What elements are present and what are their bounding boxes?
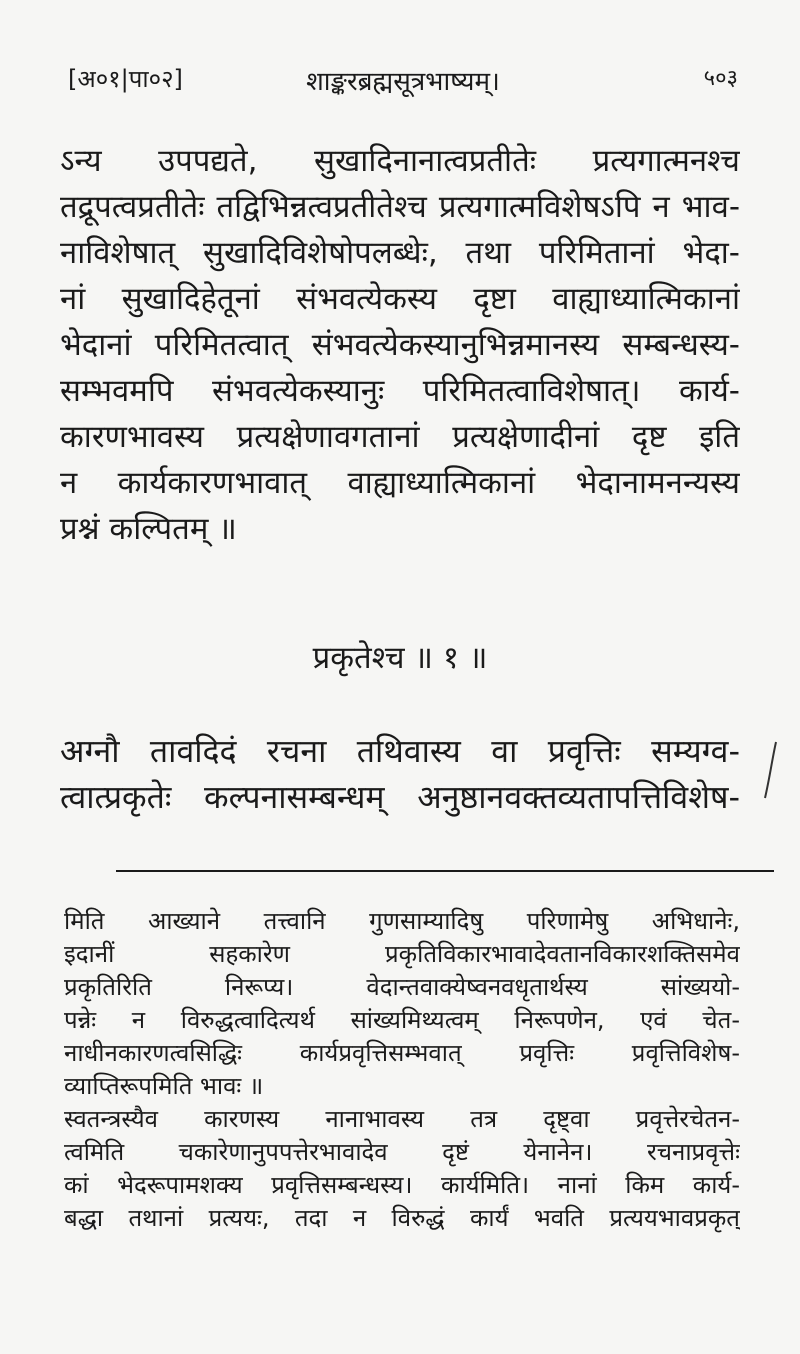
- text-line: पन्नेः न विरुद्धत्वादित्यर्थ सांख्यमिथ्यत्वम् निरूपणेन, एवं चेत-: [64, 1006, 740, 1034]
- text-line: कां भेदरूपामशक्य प्रवृत्तिसम्बन्धस्य। कार्यमिति। नानां किम कार्य-: [64, 1171, 740, 1199]
- text-line: कारणभावस्य प्रत्यक्षेणावगतानां प्रत्यक्षेणादीनां दृष्ट इति: [60, 419, 740, 455]
- text-line: व्याप्तिरूपमिति भावः ॥: [64, 1072, 264, 1100]
- text-line: ऽन्य उपपद्यते, सुखादिनानात्वप्रतीतेः प्रत्यगात्मनश्च: [60, 143, 740, 179]
- text-line: इदानीं सहकारेण प्रकृतिविकारभावादेवतानविकारशक्तिसमेव: [64, 940, 740, 968]
- text-line: स्वतन्त्रस्यैव कारणस्य नानाभावस्य तत्र दृष्ट्वा प्रवृत्तेरचेतन-: [64, 1105, 740, 1133]
- text-line: मिति आख्याने तत्त्वानि गुणसाम्यादिषु परिणामेषु अभिधानेः,: [64, 907, 740, 935]
- text-line: नाधीनकारणत्वसिद्धिः कार्यप्रवृत्तिसम्भवात् प्रवृत्तिः प्रवृत्तिविशेष-: [64, 1039, 740, 1067]
- text-line: प्रकृतिरिति निरूप्य। वेदान्तवाक्येष्वनवधृतार्थस्य सांख्ययो-: [64, 973, 740, 1001]
- text-line: नां सुखादिहेतूनां संभवत्येकस्य दृष्टा वाह्याध्यात्मिकानां: [60, 281, 740, 317]
- text-line: सम्भवमपि संभवत्येकस्यानुः परिमितत्वाविशेषात्। कार्य-: [60, 373, 740, 409]
- commentary-block: [64, 906, 740, 1236]
- page-header: [68, 62, 738, 98]
- text-line: नाविशेषात् सुखादिविशेषोपलब्धेः, तथा परिमितानां भेदा-: [60, 235, 740, 271]
- page-number: ५०३: [703, 66, 738, 91]
- section-reference: [अ०१|पा०२]: [68, 65, 183, 93]
- text-line: प्रश्नं कल्पितम् ॥: [60, 511, 237, 547]
- margin-pencil-mark: [762, 740, 780, 800]
- footnote-divider: [116, 870, 774, 872]
- text-line: बद्धा तथानां प्रत्ययः, तदा न विरुद्धं कार्यं भवति प्रत्ययभावप्रकृत्: [64, 1204, 740, 1232]
- text-line: न कार्यकारणभावात् वाह्याध्यात्मिकानां भेदानामनन्यस्य: [60, 465, 740, 501]
- main-text-block: [60, 140, 740, 554]
- text-line: त्वात्प्रकृतेः कल्पनासम्बन्धम् अनुष्ठानवक्तव्यतापत्तिविशेष-: [60, 778, 740, 816]
- sutra-heading: प्रकृतेश्च ॥ १ ॥: [312, 640, 488, 676]
- running-title: शाङ्करब्रह्मसूत्रभाष्यम्।: [306, 67, 500, 97]
- sutra-text-block: [60, 730, 740, 822]
- text-line: त्वमिति चकारेणानुपपत्तेरभावादेव दृष्टं येनानेन। रचनाप्रवृत्तेः: [64, 1138, 740, 1166]
- text-line: तद्रूपत्वप्रतीतेः तद्विभिन्नत्वप्रतीतेश्च प्रत्यगात्मविशेषऽपि न भाव-: [60, 189, 740, 225]
- text-line: अग्नौ तावदिदं रचना तथिवास्य वा प्रवृत्तिः सम्यग्व-: [60, 732, 740, 770]
- text-line: भेदानां परिमितत्वात् संभवत्येकस्यानुभिन्नमानस्य सम्बन्धस्य-: [60, 327, 740, 363]
